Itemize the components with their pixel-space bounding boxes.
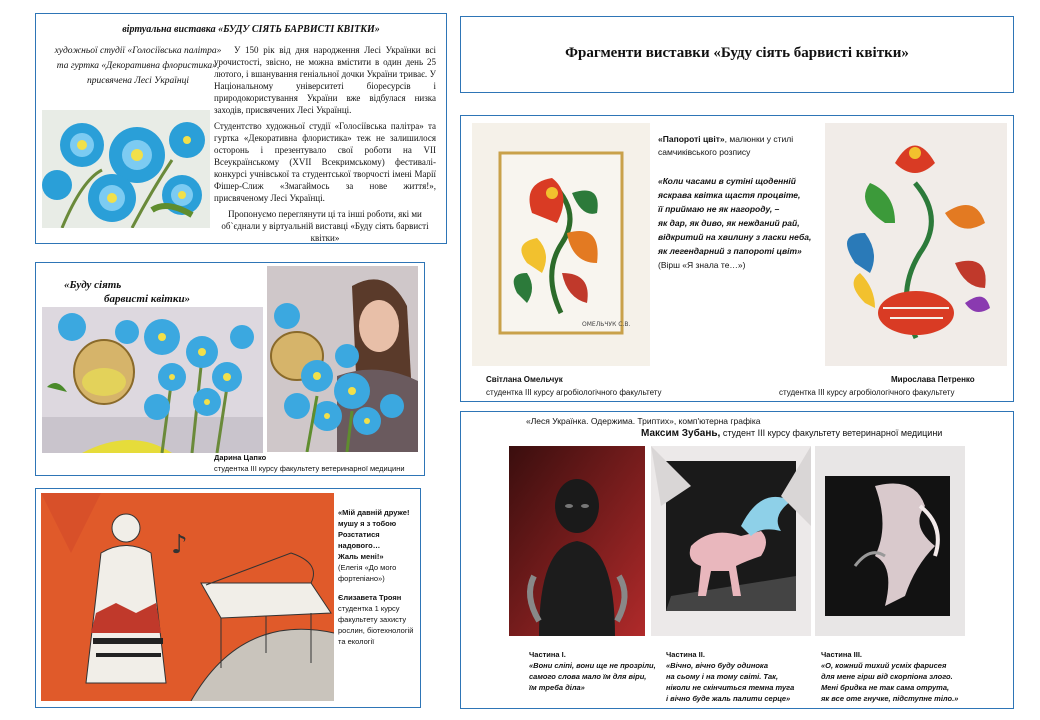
triptych-part-line: «О, кожний тихий усміх фарисея [821,661,947,670]
fern-caption-title: «Папороті цвіт» [658,134,725,144]
fern-poem [658,174,823,272]
piano-panel [35,488,421,708]
triptych-part-label: Частина І. [529,650,566,659]
piano-painting [41,493,334,701]
fern-poem-line: відкритий на хвилину з ласки неба, [658,232,812,242]
triptych-part-line: Мені бридка не так сама отрута, [821,683,950,692]
flowers-title-line: барвисті квітки» [104,293,191,305]
page-title: Фрагменти виставки «Буду сіять барвисті квітки» [565,45,909,61]
triptych-author-name: Максим Зубань, [641,428,721,439]
flowers-panel [35,262,425,476]
flowers-author: Дарина Цапко [214,453,267,462]
triptych-part-line: ніколи не скінчиться темна туга [666,683,795,692]
fern-poem-line: яскрава квітка щастя процвіте, [658,190,801,200]
piano-author: Єлизавета Троян [338,593,402,602]
triptych-part-line: «Вони сліпі, вони ще не прозріли, [529,661,656,670]
piano-quote-line: Розстатися надового… [338,530,381,550]
piano-quote-line: «Мій давній друже! [338,508,410,517]
triptych-caption-1 [529,649,679,693]
svg-text:♪: ♪ [171,530,188,560]
triptych-part-label: Частина ІІ. [666,650,705,659]
triptych-author [641,428,942,439]
triptych-part-1-image [509,446,645,636]
fern-poem-line: як дар, як диво, як нежданий рай, [658,218,800,228]
fern-author-2-desc: студентка ІІІ курсу агробіологічного факультету [779,388,955,397]
intro-subtitle-line: присвячена Лесі Українці [86,76,190,86]
triptych-author-desc: студент ІІІ курсу факультету ветеринарної медицини [720,428,943,438]
triptych-caption-3 [821,649,1011,704]
fern-poem-source: (Вірш «Я знала те…») [658,260,746,270]
triptych-part-line: «Вічно, вічно буду одинока [666,661,768,670]
triptych-part-line: самого слова мало їм для віри, [529,672,647,681]
fern-panel [460,115,1014,402]
header-panel [460,16,1014,93]
piano-quote-line: Жаль мені!» [338,552,384,561]
triptych-title: «Леся Українка. Одержима. Триптих», комп'ютерна графіка [526,416,761,426]
student-with-flowers-photo [267,266,418,452]
fern-painting-1 [472,123,650,366]
piano-author-desc: студентка 1 курсу факультету захисту рослин, біотехнологій та екології [338,604,414,646]
fern-author-1: Світлана Омельчук [486,375,563,384]
triptych-part-line: на сьому і на тому світі. Так, [666,672,779,681]
fern-painting-2 [825,123,1007,366]
flowers-title [64,278,190,306]
triptych-part-2-image [651,446,811,636]
triptych-part-line: і вічно буде жаль палити серце» [666,694,791,703]
piano-quote [338,507,418,647]
blue-flowers-photo [42,110,210,228]
intro-subtitle-line: та гуртка «Декоративна флористика», [56,61,220,71]
fern-caption [658,133,818,159]
triptych-part-line: для мене гірш від скорпіона злого. [821,672,953,681]
triptych-part-line: їм треба діла» [529,683,585,692]
intro-para-2: Студентство художньої студії «Голосіївська палітра» та гуртка «Декоративна флористика» теж не залишилося осторонь і презентувало свої роботи на VII Всеукраїнському (XVII Всекримському) фестивалі-конкурсі учнівської та студентської творчості імені Марії Фішер-Слиж «Змагаймось за нове життя!», присвяченому Лесі Українці. [214,121,436,203]
intro-para-1: У 150 рік від дня народження Лесі Українки всі урочистості, звісно, не можна вмістити в один день 25 лютого, і вшанування геніальної дочки України триває. У Національному університеті біоресурсів і природокористування України вже відбулася низка заходів, присвячених Лесі Українці. [214,45,436,115]
triptych-part-label: Частина ІІІ. [821,650,863,659]
triptych-caption-2 [666,649,821,704]
triptych-part-3-image [815,446,965,636]
fern-signature: ОМЕЛЬЧУК С.В. [582,321,631,328]
intro-subtitle [38,44,238,89]
triptych-panel [460,411,1014,709]
flowers-basket-photo [42,307,263,453]
piano-quote-line: мушу я з тобою [338,519,397,528]
intro-text [214,44,436,244]
piano-quote-source: (Елегія «До мого фортепіано») [338,563,397,583]
fern-caption-rest: , малюнки у стилі самчиківського розпису [658,134,794,157]
flowers-author-desc: студентка ІІІ курсу факультету ветеринарної медицини [214,464,405,473]
intro-para-3: Пропонуємо переглянути ці та інші роботи, які ми об`єднали у віртуальній виставці «Буду сіять барвисті квітки» [221,209,429,243]
fern-poem-line: як легендарний з папороті цвіт» [658,246,802,256]
fern-poem-line: «Коли часами в сутіні щоденній [658,176,796,186]
flowers-title-line: «Буду сіять [64,279,122,291]
fern-poem-line: її приймаю не як нагороду, – [658,204,780,214]
fern-author-2: Мирослава Петренко [891,375,975,384]
intro-subtitle-line: художньої студії «Голосіївська палітра» [54,46,222,56]
intro-panel [35,13,447,244]
intro-title: віртуальна виставка «БУДУ СІЯТЬ БАРВИСТІ КВІТКИ» [122,24,380,35]
triptych-part-line: як все оте гнучке, підступне тіло.» [821,694,959,703]
fern-author-1-desc: студентка ІІІ курсу агробіологічного факультету [486,388,662,397]
